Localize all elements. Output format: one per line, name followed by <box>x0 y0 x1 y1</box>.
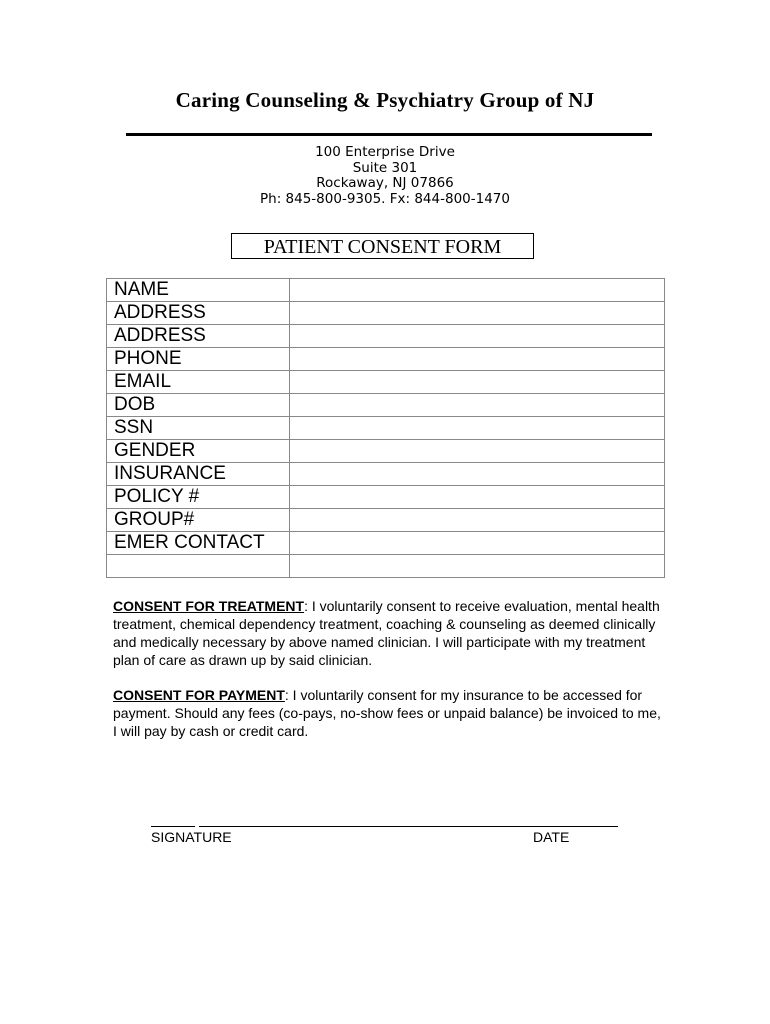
form-row <box>107 486 665 509</box>
consent-treatment-heading: CONSENT FOR TREATMENT <box>113 598 305 614</box>
field-value-input[interactable] <box>290 417 665 440</box>
form-row <box>107 371 665 394</box>
field-value-input[interactable] <box>290 394 665 417</box>
field-value-input[interactable] <box>290 302 665 325</box>
consent-treatment-paragraph <box>113 597 663 669</box>
field-label: DOB <box>107 394 290 417</box>
date-label: DATE <box>533 829 570 845</box>
consent-treatment-text: : I voluntarily consent to receive evaluation, mental health treatment, chemical dependency treatment, coaching & counseling as deemed clinically and medically necessary by above named clinician. I will participate with my treatment plan of care as drawn up by said clinician. <box>113 598 660 668</box>
org-name: Caring Counseling & Psychiatry Group of NJ <box>175 88 595 112</box>
form-title: PATIENT CONSENT FORM <box>231 233 534 259</box>
field-label: GROUP# <box>107 509 290 532</box>
field-label <box>107 555 290 578</box>
form-row <box>107 417 665 440</box>
field-label: ADDRESS <box>107 302 290 325</box>
form-row <box>107 463 665 486</box>
field-label: EMAIL <box>107 371 290 394</box>
field-value-input[interactable] <box>290 555 665 578</box>
form-row <box>107 279 665 302</box>
form-row <box>107 532 665 555</box>
field-value-input[interactable] <box>290 509 665 532</box>
field-value-input[interactable] <box>290 463 665 486</box>
address-line-1: 100 Enterprise Drive <box>315 144 455 160</box>
header-rule <box>126 133 652 136</box>
address-line-2: Suite 301 <box>352 159 418 176</box>
signature-line[interactable] <box>199 826 618 827</box>
field-label: INSURANCE <box>107 463 290 486</box>
form-row <box>107 394 665 417</box>
form-row <box>107 509 665 532</box>
form-row <box>107 348 665 371</box>
field-value-input[interactable] <box>290 348 665 371</box>
signature-line-short[interactable] <box>151 826 195 827</box>
address-block <box>0 145 770 207</box>
form-row <box>107 302 665 325</box>
field-value-input[interactable] <box>290 532 665 555</box>
field-value-input[interactable] <box>290 279 665 302</box>
field-label: PHONE <box>107 348 290 371</box>
field-value-input[interactable] <box>290 486 665 509</box>
field-value-input[interactable] <box>290 325 665 348</box>
field-label: ADDRESS <box>107 325 290 348</box>
field-label: GENDER <box>107 440 290 463</box>
consent-payment-heading: CONSENT FOR PAYMENT <box>113 687 285 703</box>
address-line-4: Ph: 845-800-9305. Fx: 844-800-1470 <box>260 190 510 207</box>
field-label: POLICY # <box>107 486 290 509</box>
form-row <box>107 555 665 578</box>
consent-payment-paragraph <box>113 686 663 740</box>
field-label: SSN <box>107 417 290 440</box>
address-line-3: Rockaway, NJ 07866 <box>316 175 454 191</box>
field-label: EMER CONTACT <box>107 532 290 555</box>
patient-info-table <box>106 278 665 578</box>
field-value-input[interactable] <box>290 440 665 463</box>
consent-payment-text: : I voluntarily consent for my insurance to be accessed for payment. Should any fees (co-pays, no-show fees or unpaid balance) be invoiced to me, I will pay by cash or credit card. <box>113 687 661 739</box>
form-row <box>107 440 665 463</box>
form-row <box>107 325 665 348</box>
field-label: NAME <box>107 279 290 302</box>
field-value-input[interactable] <box>290 371 665 394</box>
signature-label: SIGNATURE <box>151 829 232 845</box>
